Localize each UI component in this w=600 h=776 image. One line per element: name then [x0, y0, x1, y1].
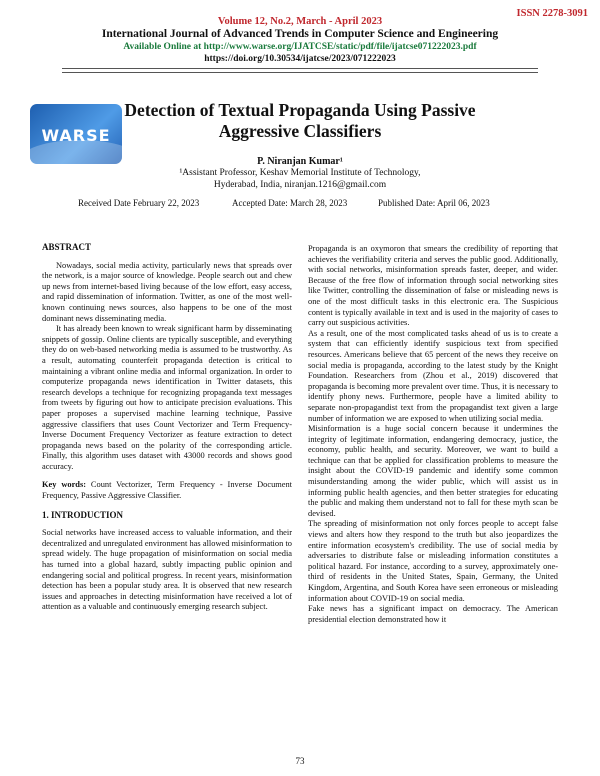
affiliation-line-2: Hyderabad, India, niranjan.1216@gmail.com [213, 180, 387, 190]
right-paragraph-5: Fake news has a significant impact on democracy. The American presidential election demonstrated how it [308, 604, 558, 624]
affiliation-line-1: ¹Assistant Professor, Keshav Memorial Institute of Technology, [179, 168, 421, 178]
right-paragraph-1: Propaganda is an oxymoron that smears the credibility of reporting that achieves the verifiability criteria and serves the public good. Additionally, with social networks, misinformation spreads faster, deeper, and wider. Because of the free flow of information through social networking sites like Twitter, controlling the dissemination of false or misleading news is one of the most difficult tasks in this electronic era. The Suspicious content is typically available in text and is used in the majority of cases to carry out suspicious activities. [308, 244, 558, 328]
journal-name: International Journal of Advanced Trends in Computer Science and Engineering [101, 28, 499, 40]
right-paragraph-3: Misinformation is a huge social concern because it undermines the integrity of legitimate information, endangering democracy, justice, the economy, public health, and security. Moreover, we want to build a technique can that be applied for classification problems to measure the insight about the COVID-19 pandemic and identify some common misunderstanding among the wider public, which will assist us in informing public health agencies, and then better strategies for educating the public and making them understand not to fall for these myth scan be devised. [308, 424, 558, 518]
abstract-paragraph-1: Nowadays, social media activity, particularly news that spreads over the network, is a major source of knowledge. People search out and chew up news from internet-based living because of the low effort, easy access, and rapid dissemination of information. Twitter, as one of the most well-known continuing news sources, also happens to be one of the most dominant news disseminating media. [42, 260, 292, 323]
page-number: 73 [295, 756, 305, 766]
accepted-date: Accepted Date: March 28, 2023 [232, 198, 348, 208]
warse-logo [30, 104, 122, 164]
right-column [308, 244, 558, 625]
keywords-label: Key words: [42, 480, 86, 490]
abstract-paragraph-2: It has already been known to wreak significant harm by disseminating snippets of gossip. Online clients are typically susceptible, and everything they do on web-based networking media is assumed to be trustworthy. As a result, automating counterfeit propaganda detection is critical to maintaining a vibrant online media and informal organization. In order to computerize propaganda news identification in Twitter datasets, this research develops a technique for recognizing propaganda text messages from tweets by figuring out how to anticipate precision evaluations. This paper proposes a supervised machine learning technique, Passive aggressive classifiers that uses Count Vectorizer and Term Frequency-Inverse Document Frequency Vectorizer as feature extraction to detect propaganda news based on the polarity of the corresponding article. Finally, this algorithm uses dataset with 43000 records and shows good accuracy. [42, 324, 292, 471]
abstract-heading: ABSTRACT [42, 242, 92, 252]
published-date: Published Date: April 06, 2023 [378, 198, 490, 208]
paper-title [120, 100, 480, 142]
keywords-text: Count Vectorizer, Term Frequency - Inverse Document Frequency, Passive Aggressive Classifier. [42, 480, 292, 501]
author-name: P. Niranjan Kumar¹ [257, 156, 343, 167]
online-url[interactable]: Available Online at http://www.warse.org/IJATCSE/static/pdf/file/ijatcse071222023.pdf [123, 42, 477, 52]
volume-info: Volume 12, No.2, March - April 2023 [217, 16, 383, 27]
received-date: Received Date February 22, 2023 [78, 198, 200, 208]
title-line-1: Detection of Textual Propaganda Using Passive [124, 100, 476, 120]
issn: ISSN 2278-3091 [516, 8, 588, 19]
doi-link[interactable]: https://doi.org/10.30534/ijatcse/2023/071222023 [204, 54, 396, 64]
affiliation [150, 167, 450, 191]
right-paragraph-4: The spreading of misinformation not only forces people to accept false views and alters how they respond to the truth but also jeopardizes the entire information ecosystem's credibility. The use of social media by adversaries to distribute false or misleading information constitutes a political hazard. For instance, according to a survey, approximately one-third of residents in the United States, Spain, Germany, the United Kingdom, Argentina, and South Korea have seen erroneous or misleading information about COVID-19 on social media. [308, 519, 558, 603]
header-rule-top [62, 68, 538, 69]
left-column [42, 242, 292, 613]
logo-text: WARSE [41, 126, 111, 145]
introduction-paragraph-1: Social networks have increased access to valuable information, and their decentralized and unregulated environment has allowed misinformation to spread widely. The huge propagation of misinformation on social media has turned into a global hazard, subtly impacting public opinion and endangering social and political progress. In recent years, misinformation detection has been a popular study area. It is observed that new research issues and approaches in detecting misinformation have received a lot of attention as a valuable and continuously emerging research subject. [42, 528, 292, 612]
header-rule-bottom [62, 72, 538, 73]
title-line-2: Aggressive Classifiers [218, 121, 382, 141]
right-paragraph-2: As a result, one of the most complicated tasks ahead of us is to create a system that can efficiently identify suspicious text from specified resources. Americans believe that 65 percent of the news they receive on social media is propaganda, according to the latest study by the Knight Foundation. Researchers from (Zhou et al., 2019) discovered that propaganda is becoming more prevalent over time. Thus, it is necessary to identify phony news. Furthermore, people have a limited ability to separate non-propagandist text from the propagandist text given a large number of information we are exposed to when utilizing social media. [308, 328, 558, 423]
keywords [42, 480, 292, 501]
introduction-heading: 1. INTRODUCTION [42, 509, 124, 520]
